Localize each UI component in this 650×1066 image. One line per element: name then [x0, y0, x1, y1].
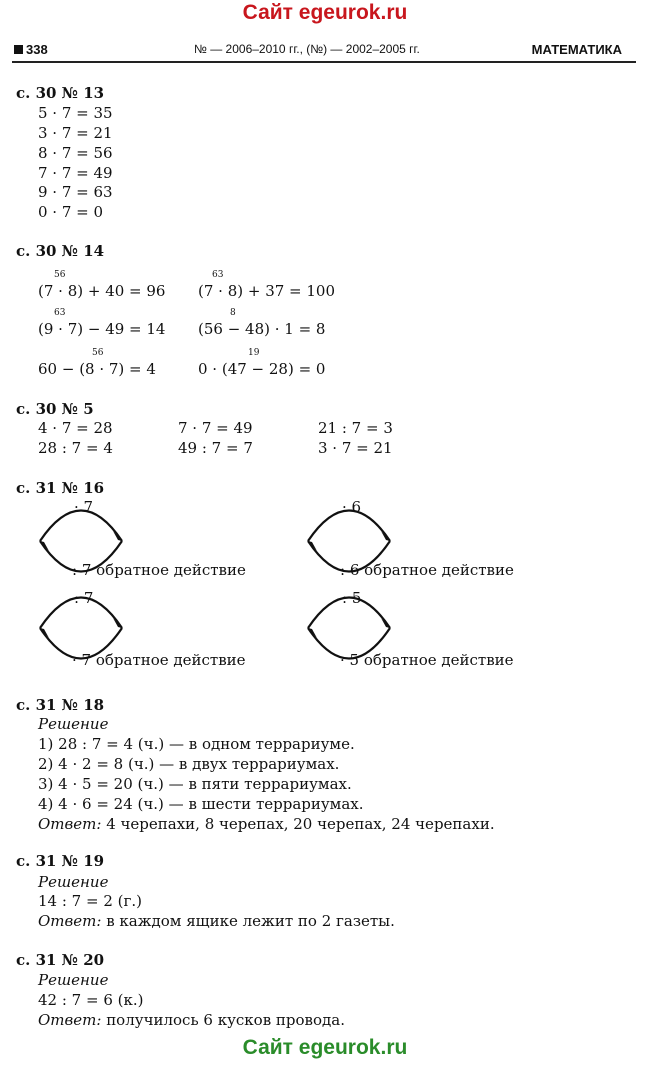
- answer-label: Ответ:: [38, 815, 102, 833]
- expression: (9 · 7) − 49 = 14: [38, 320, 166, 338]
- section-title-5: с. 30 № 5: [16, 400, 94, 418]
- intermediate-value: 8: [230, 308, 236, 318]
- section-title-20: с. 31 № 20: [16, 951, 105, 969]
- intermediate-value: 56: [54, 270, 66, 280]
- solution-step: 4) 4 · 6 = 24 (ч.) — в шести террариумах.: [38, 795, 364, 813]
- eq-line: 9 · 7 = 63: [38, 183, 113, 201]
- answer-label: Ответ:: [38, 912, 102, 930]
- solution-step: 42 : 7 = 6 (к.): [38, 991, 144, 1009]
- intermediate-value: 63: [212, 270, 224, 280]
- answer-text: получилось 6 кусков провода.: [106, 1011, 345, 1029]
- eq-line: 28 : 7 = 4: [38, 439, 113, 457]
- intermediate-value: 63: [54, 308, 66, 318]
- expression: 0 · (47 − 28) = 0: [198, 360, 326, 378]
- eq-line: 4 · 7 = 28: [38, 419, 113, 437]
- diagram-forward-label: : 5: [342, 589, 362, 607]
- eq-line: 0 · 7 = 0: [38, 203, 104, 221]
- answer-text: 4 черепахи, 8 черепах, 20 черепах, 24 черепахи.: [106, 815, 495, 833]
- expression: (56 − 48) · 1 = 8: [198, 320, 326, 338]
- intermediate-value: 56: [92, 348, 104, 358]
- arrowhead: [308, 541, 317, 551]
- site-watermark-bottom: Сайт egeurok.ru: [242, 1036, 408, 1059]
- answer-line: [38, 815, 495, 834]
- eq-line: 49 : 7 = 7: [178, 439, 253, 457]
- solution-label: Решение: [38, 715, 109, 733]
- eq-line: 21 : 7 = 3: [318, 419, 393, 437]
- eq-line: 3 · 7 = 21: [318, 439, 393, 457]
- section-title-19: с. 31 № 19: [16, 852, 105, 870]
- page-number: 338: [14, 42, 48, 57]
- eq-line: 5 · 7 = 35: [38, 104, 113, 122]
- solution-label: Решение: [38, 873, 109, 891]
- solution-step: 14 : 7 = 2 (г.): [38, 892, 142, 910]
- answer-label: Ответ:: [38, 1011, 102, 1029]
- intermediate-value: 19: [248, 348, 260, 358]
- header-subject: МАТЕМАТИКА: [531, 42, 622, 57]
- answer-text: в каждом ящике лежит по 2 газеты.: [106, 912, 395, 930]
- expression: (7 · 8) + 40 = 96: [38, 282, 166, 300]
- eq-line: 3 · 7 = 21: [38, 124, 113, 142]
- eq-line: 7 · 7 = 49: [178, 419, 253, 437]
- expression: 60 − (8 · 7) = 4: [38, 360, 156, 378]
- arrowhead: [381, 618, 390, 628]
- eq-line: 8 · 7 = 56: [38, 144, 113, 162]
- solution-step: 1) 28 : 7 = 4 (ч.) — в одном террариуме.: [38, 735, 355, 753]
- solution-label: Решение: [38, 971, 109, 989]
- solution-step: 2) 4 · 2 = 8 (ч.) — в двух террариумах.: [38, 755, 340, 773]
- answer-line: [38, 912, 395, 931]
- site-watermark-top: Сайт egeurok.ru: [242, 1, 408, 24]
- diagram-inverse-label: : 6 обратное действие: [340, 561, 514, 579]
- section-title-14: с. 30 № 14: [16, 242, 105, 260]
- header-legend: № — 2006–2010 гг., (№) — 2002–2005 гг.: [194, 42, 420, 56]
- diagram-forward-label: · 6: [342, 498, 362, 516]
- solution-step: 3) 4 · 5 = 20 (ч.) — в пяти террариумах.: [38, 775, 352, 793]
- eq-line: 7 · 7 = 49: [38, 164, 113, 182]
- diagram-inverse-label: : 7 обратное действие: [72, 561, 246, 579]
- section-title-16: с. 31 № 16: [16, 479, 105, 497]
- diagram-inverse-label: · 7 обратное действие: [72, 651, 246, 669]
- answer-line: [38, 1011, 345, 1030]
- diagram-forward-label: : 7: [74, 589, 94, 607]
- section-title-18: с. 31 № 18: [16, 696, 105, 714]
- diagram-inverse-label: · 5 обратное действие: [340, 651, 514, 669]
- diagram-forward-label: · 7: [74, 498, 94, 516]
- section-title-13: с. 30 № 13: [16, 84, 105, 102]
- arrowhead: [381, 531, 390, 541]
- arrowhead: [308, 628, 317, 638]
- expression: (7 · 8) + 37 = 100: [198, 282, 336, 300]
